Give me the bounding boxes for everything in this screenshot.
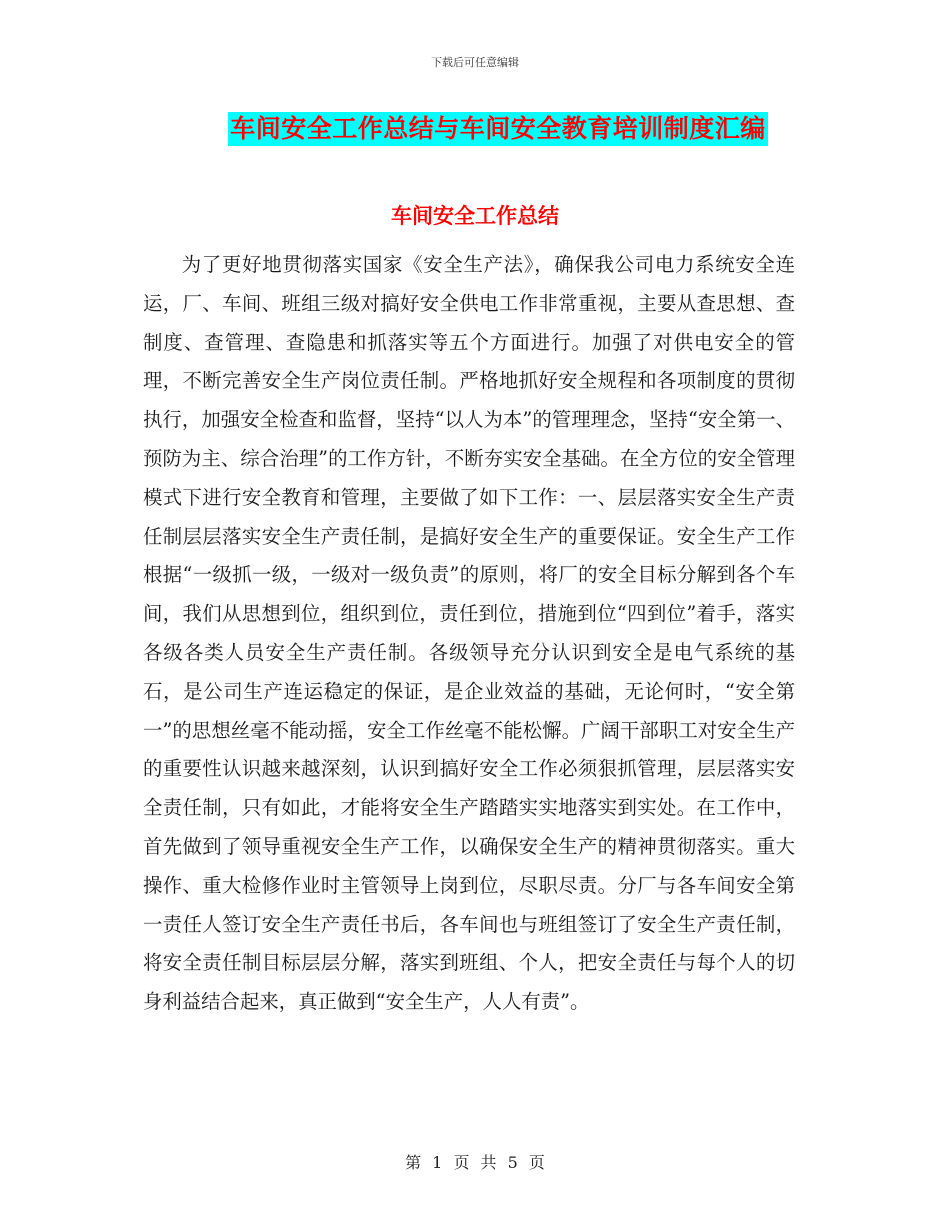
section-heading: 车间安全工作总结 (391, 204, 559, 228)
body-paragraph: 为了更好地贯彻落实国家《安全生产法》，确保我公司电力系统安全连运，厂、车间、班组三级对搞好安全供电工作非常重视，主要从查思想、查制度、查管理、查隐患和抓落实等五个方面进行。加强了对供电安全的管理，不断完善安全生产岗位责任制。严格地抓好安全规程和各项制度的贯彻执行，加强安全检查和监督，坚持“以人为本”的管理理念，坚持“安全第一、预防为主、综合治理”的工作方针，不断夯实安全基础。在全方位的安全管理模式下进行安全教育和管理，主要做了如下工作：一、层层落实安全生产责任制层层落实安全生产责任制，是搞好安全生产的重要保证。安全生产工作根据“一级抓一级，一级对一级负责”的原则，将厂的安全目标分解到各个车间，我们从思想到位，组织到位，责任到位，措施到位“四到位”着手，落实各级各类人员安全生产责任制。各级领导充分认识到安全是电气系统的基石，是公司生产连运稳定的保证，是企业效益的基础，无论何时，“安全第一”的思想丝毫不能动摇，安全工作丝毫不能松懈。广阔干部职工对安全生产的重要性认识越来越深刻，认识到搞好安全工作必须狠抓管理，层层落实安全责任制，只有如此，才能将安全生产踏踏实实地落实到实处。在工作中，首先做到了领导重视安全生产工作，以确保安全生产的精神贯彻落实。重大操作、重大检修作业时主管领导上岗到位，尽职尽责。分厂与各车间安全第一责任人签订安全生产责任书后，各车间也与班组签订了安全生产责任制，将安全责任制目标层层分解，落实到班组、个人，把安全责任与每个人的切身利益结合起来，真正做到“安全生产，人人有责”。 (143, 253, 795, 1014)
document-title: 车间安全工作总结与车间安全教育培训制度汇编 (228, 112, 768, 146)
page-number-footer: 第 1 页 共 5 页 (405, 1153, 545, 1172)
document-title-container (0, 112, 950, 146)
page-header-note: 下载后可任意编辑 (431, 56, 519, 69)
